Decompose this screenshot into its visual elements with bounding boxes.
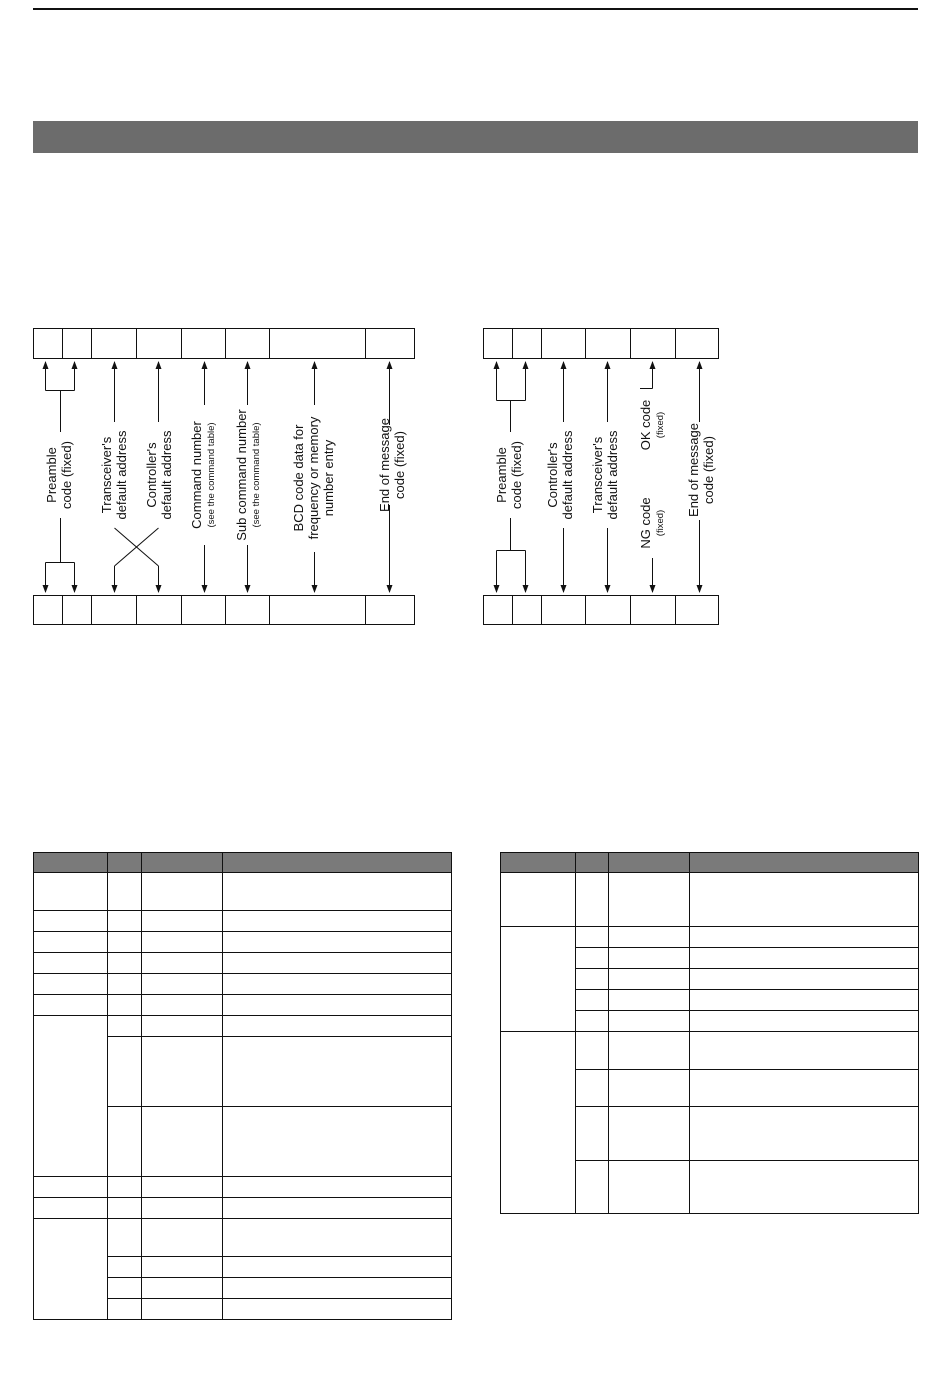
label-r-controller-2: default address (560, 430, 575, 520)
label-bcd-1: BCD code data for (291, 424, 306, 532)
command-labels (44, 409, 407, 541)
label-preamble-1: Preamble (44, 447, 59, 503)
label-r-preamble-2: code (fixed) (509, 441, 524, 509)
label-transceiver-1: Transceiver's (99, 436, 114, 514)
label-eom-2: code (fixed) (392, 431, 407, 499)
label-controller-2: default address (159, 430, 174, 520)
label-command-number-2: (see the command table) (206, 422, 217, 528)
label-transceiver-2: default address (114, 430, 129, 520)
label-bcd-3: number entry (321, 439, 336, 517)
label-bcd-2: frequency or memory (306, 416, 321, 540)
label-ok-2: (fixed) (655, 411, 666, 439)
label-preamble-2: code (fixed) (59, 441, 74, 509)
command-top-row (34, 329, 415, 359)
response-top-row (484, 329, 719, 359)
label-sub-command-1: Sub command number (234, 409, 249, 541)
right-command-table (501, 853, 919, 1214)
label-r-eom-1: End of message (686, 423, 701, 517)
left-table-frame (34, 853, 452, 1320)
label-r-eom-2: code (fixed) (701, 436, 716, 504)
label-sub-command-2: (see the command table) (251, 422, 262, 528)
label-controller-1: Controller's (144, 442, 159, 508)
left-table-header (34, 853, 452, 873)
left-command-table (34, 853, 452, 1320)
label-r-preamble-1: Preamble (494, 447, 509, 503)
right-table-header (501, 853, 919, 873)
response-labels (494, 400, 716, 549)
command-bottom-row (34, 596, 415, 625)
right-table-frame (501, 853, 919, 1214)
command-format-diagram (34, 329, 415, 625)
label-eom-1: End of message (377, 418, 392, 512)
label-command-number-1: Command number (189, 421, 204, 529)
label-ng-1: NG code (638, 497, 653, 549)
label-ok-1: OK code (638, 399, 653, 451)
label-r-controller-1: Controller's (545, 442, 560, 508)
response-bottom-row (484, 596, 719, 625)
label-r-transceiver-1: Transceiver's (590, 436, 605, 514)
label-r-transceiver-2: default address (605, 430, 620, 520)
label-ng-2: (fixed) (655, 509, 666, 537)
